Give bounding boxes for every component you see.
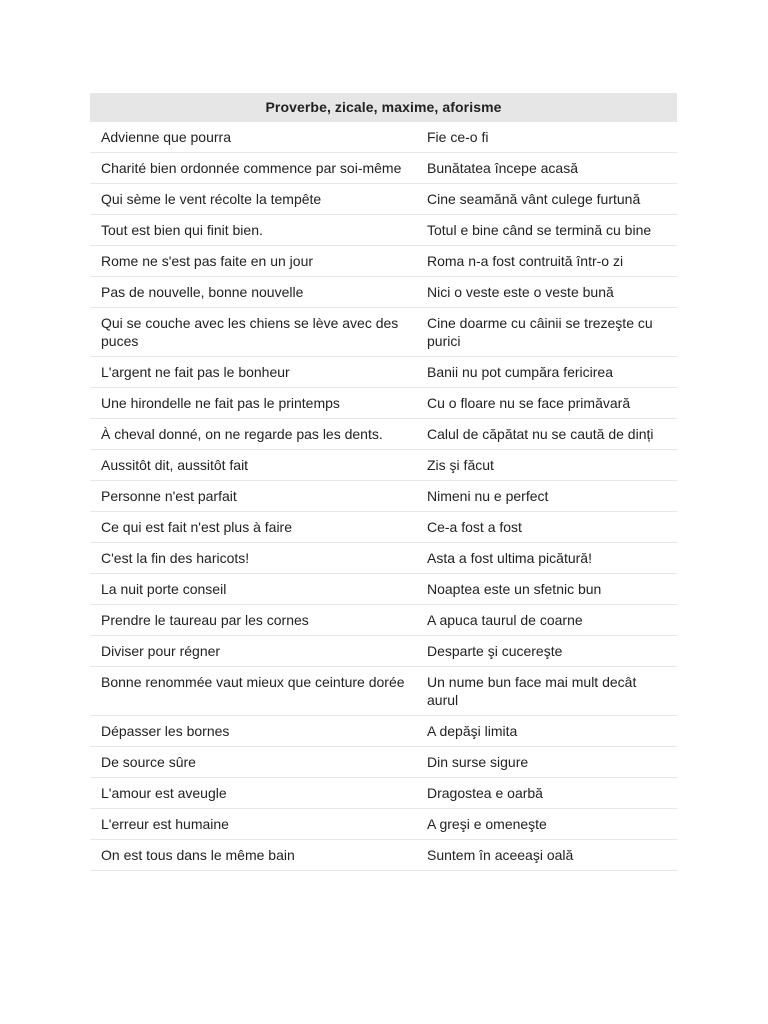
romanian-translation-cell: A greşi e omeneşte (427, 816, 547, 832)
table-row (90, 636, 677, 667)
french-proverb-cell: Aussitôt dit, aussitôt fait (101, 457, 249, 473)
table-body (90, 122, 677, 871)
french-proverb-cell: Diviser pour régner (101, 643, 221, 659)
romanian-translation-cell: Nimeni nu e perfect (427, 488, 549, 504)
table-row (90, 543, 677, 574)
table-row (90, 357, 677, 388)
french-proverb-cell: Qui se couche avec les chiens se lève avec des puces (101, 315, 399, 349)
table-row (90, 747, 677, 778)
french-proverb-cell: Charité bien ordonnée commence par soi-même (101, 160, 402, 176)
table-row (90, 574, 677, 605)
romanian-translation-cell: Banii nu pot cumpăra fericirea (427, 364, 613, 380)
french-proverb-cell: Prendre le taureau par les cornes (101, 612, 309, 628)
french-proverb-cell: On est tous dans le même bain (101, 847, 295, 863)
table-row (90, 277, 677, 308)
table-row (90, 153, 677, 184)
romanian-translation-cell: Desparte şi cucereşte (427, 643, 563, 659)
table-row (90, 512, 677, 543)
french-proverb-cell: L'amour est aveugle (101, 785, 227, 801)
table-title: Proverbe, zicale, maxime, aforisme (90, 93, 677, 122)
romanian-translation-cell: Calul de căpătat nu se caută de dinți (427, 426, 654, 442)
french-proverb-cell: L'argent ne fait pas le bonheur (101, 364, 290, 380)
french-proverb-cell: Rome ne s'est pas faite en un jour (101, 253, 314, 269)
romanian-translation-cell: Noaptea este un sfetnic bun (427, 581, 602, 597)
table-row (90, 605, 677, 636)
romanian-translation-cell: Din surse sigure (427, 754, 529, 770)
romanian-translation-cell: Nici o veste este o veste bună (427, 284, 614, 300)
romanian-translation-cell: Totul e bine când se termină cu bine (427, 222, 652, 238)
french-proverb-cell: L'erreur est humaine (101, 816, 229, 832)
romanian-translation-cell: Asta a fost ultima picătură! (427, 550, 592, 566)
romanian-translation-cell: Ce-a fost a fost (427, 519, 522, 535)
table-row (90, 450, 677, 481)
table-row (90, 481, 677, 512)
table-row (90, 246, 677, 277)
french-proverb-cell: Advienne que pourra (101, 129, 231, 145)
romanian-translation-cell: Zis şi făcut (427, 457, 494, 473)
table-row (90, 778, 677, 809)
french-proverb-cell: Dépasser les bornes (101, 723, 230, 739)
french-proverb-cell: Pas de nouvelle, bonne nouvelle (101, 284, 304, 300)
romanian-translation-cell: Roma n-a fost contruită într-o zi (427, 253, 624, 269)
romanian-translation-cell: Bunătatea începe acasă (427, 160, 579, 176)
table-row (90, 215, 677, 246)
french-proverb-cell: Tout est bien qui finit bien. (101, 222, 263, 238)
romanian-translation-cell: Dragostea e oarbă (427, 785, 543, 801)
french-proverb-cell: Personne n'est parfait (101, 488, 237, 504)
romanian-translation-cell: A depăşi limita (427, 723, 518, 739)
romanian-translation-cell: Cine seamănă vânt culege furtună (427, 191, 641, 207)
table-row (90, 388, 677, 419)
french-proverb-cell: Ce qui est fait n'est plus à faire (101, 519, 292, 535)
table-row (90, 809, 677, 840)
romanian-translation-cell: Cu o floare nu se face primăvară (427, 395, 631, 411)
romanian-translation-cell: Cine doarme cu câinii se trezeşte cu purici (427, 315, 653, 349)
table-row (90, 184, 677, 215)
table-row (90, 716, 677, 747)
french-proverb-cell: De source sûre (101, 754, 196, 770)
table-row (90, 667, 677, 716)
french-proverb-cell: Qui sème le vent récolte la tempête (101, 191, 322, 207)
table-row (90, 308, 677, 357)
romanian-translation-cell: Suntem în aceeaşi oală (427, 847, 574, 863)
french-proverb-cell: La nuit porte conseil (101, 581, 227, 597)
french-proverb-cell: Une hirondelle ne fait pas le printemps (101, 395, 340, 411)
romanian-translation-cell: Un nume bun face mai mult decât aurul (427, 674, 637, 708)
table-row (90, 419, 677, 450)
romanian-translation-cell: A apuca taurul de coarne (427, 612, 583, 628)
table-row (90, 122, 677, 153)
romanian-translation-cell: Fie ce-o fi (427, 129, 489, 145)
french-proverb-cell: À cheval donné, on ne regarde pas les dents. (101, 426, 383, 442)
french-proverb-cell: C'est la fin des haricots! (101, 550, 250, 566)
french-proverb-cell: Bonne renommée vaut mieux que ceinture dorée (101, 674, 405, 690)
table-row (90, 840, 677, 871)
proverbs-table (90, 93, 677, 871)
